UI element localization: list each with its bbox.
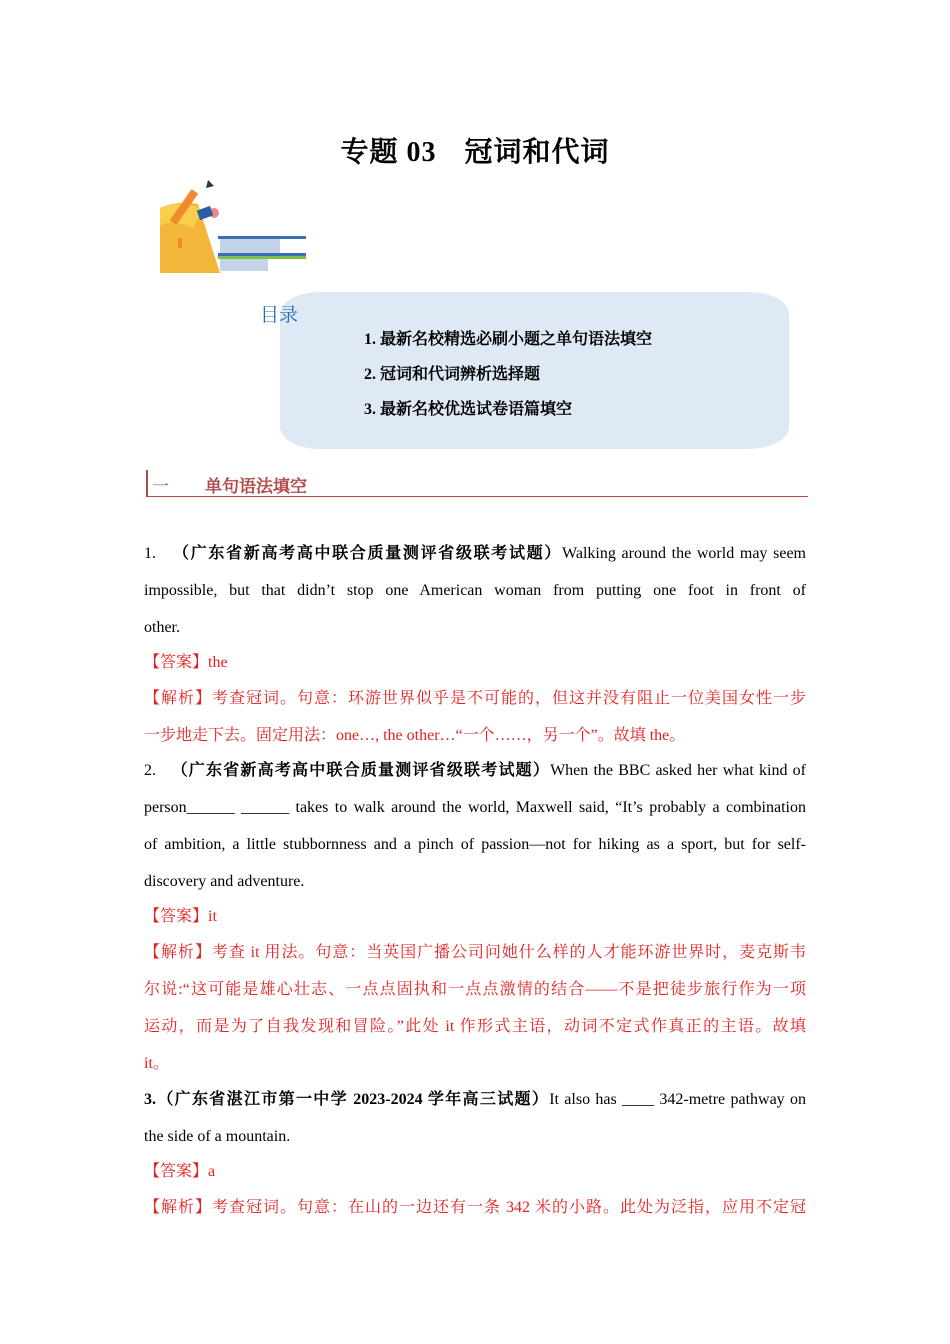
question-2-line xyxy=(144,759,806,783)
question-3-line xyxy=(144,1088,806,1112)
analysis-text: 考查冠词。句意：在山的一边还有一条 342 米的小路。此处为泛指，应用不定冠 xyxy=(212,1199,806,1216)
toc-item[interactable]: 3. 最新名校优选试卷语篇填空 xyxy=(364,401,573,418)
pencil-books-illustration xyxy=(158,178,308,273)
question-stem: other. xyxy=(144,619,180,636)
question-stem: Walking around the world may seem xyxy=(562,545,806,562)
question-stem: It also has ____ 342-metre pathway on xyxy=(549,1091,806,1108)
question-stem: When the BBC asked her what kind of xyxy=(550,762,806,779)
question-stem: of ambition, a little stubbornness and a pinch of passion—not for hiking as a sport, but for self- xyxy=(144,836,806,853)
analysis-text: 考查冠词。句意：环游世界似乎是不可能的，但这并没有阻止一位美国女性一步 xyxy=(212,690,806,707)
answer-line xyxy=(144,651,806,675)
analysis-text: 运动，而是为了自我发现和冒险。”此处 it 作形式主语，动词不定式作真正的主语。故填 xyxy=(144,1018,806,1035)
page-title xyxy=(0,130,950,170)
answer-label: 【答案】 xyxy=(144,1163,209,1180)
section-number: 一 xyxy=(152,477,169,496)
section-heading xyxy=(146,470,808,497)
question-number: 3. xyxy=(144,1091,156,1108)
answer-value: a xyxy=(208,1163,216,1180)
toc-item[interactable]: 2. 冠词和代词辨析选择题 xyxy=(364,366,541,383)
analysis-line xyxy=(144,941,806,965)
analysis-label: 【解析】 xyxy=(144,1199,212,1216)
title-part1: 专题 03 xyxy=(340,137,437,168)
question-source: （广东省新高考高中联合质量测评省级联考试题） xyxy=(173,545,563,562)
answer-label: 【答案】 xyxy=(144,654,209,671)
analysis-line xyxy=(144,1196,806,1220)
analysis-text: 考查 it 用法。句意：当英国广播公司问她什么样的人才能环游世界时，麦克斯韦 xyxy=(211,944,806,961)
question-stem: discovery and adventure. xyxy=(144,873,305,890)
question-1-line xyxy=(144,542,806,566)
analysis-text: 尔说:“这可能是雄心壮志、一点点固执和一点点激情的结合——不是把徒步旅行作为一项 xyxy=(144,981,806,998)
question-stem: the side of a mountain. xyxy=(144,1128,291,1145)
analysis-label: 【解析】 xyxy=(144,690,212,707)
title-part2: 冠词和代词 xyxy=(464,137,610,168)
question-stem: impossible, but that didn’t stop one American woman from putting one foot in front of xyxy=(144,582,806,599)
answer-line xyxy=(144,1160,806,1184)
analysis-text: 一步地走下去。固定用法：one…, the other…“一个……，另一个”。故填 the。 xyxy=(144,727,686,744)
question-source: （广东省新高考高中联合质量测评省级联考试题） xyxy=(171,762,551,779)
answer-label: 【答案】 xyxy=(144,908,209,925)
answer-value: it xyxy=(208,908,217,925)
section-title: 单句语法填空 xyxy=(205,477,307,496)
analysis-label: 【解析】 xyxy=(144,944,212,961)
answer-line xyxy=(144,905,806,929)
question-number: 2. xyxy=(144,762,156,779)
question-source: （广东省湛江市第一中学 2023-2024 学年高三试题） xyxy=(156,1091,550,1108)
toc-item[interactable]: 1. 最新名校精选必刷小题之单句语法填空 xyxy=(364,331,653,348)
question-stem: person______ ______ takes to walk around the world, Maxwell said, “It’s probably a combination xyxy=(144,799,806,816)
toc-label: 目录 xyxy=(260,304,299,326)
question-number: 1. xyxy=(144,545,156,562)
answer-value: the xyxy=(208,654,228,671)
analysis-line xyxy=(144,687,806,711)
analysis-text: it。 xyxy=(144,1055,169,1072)
